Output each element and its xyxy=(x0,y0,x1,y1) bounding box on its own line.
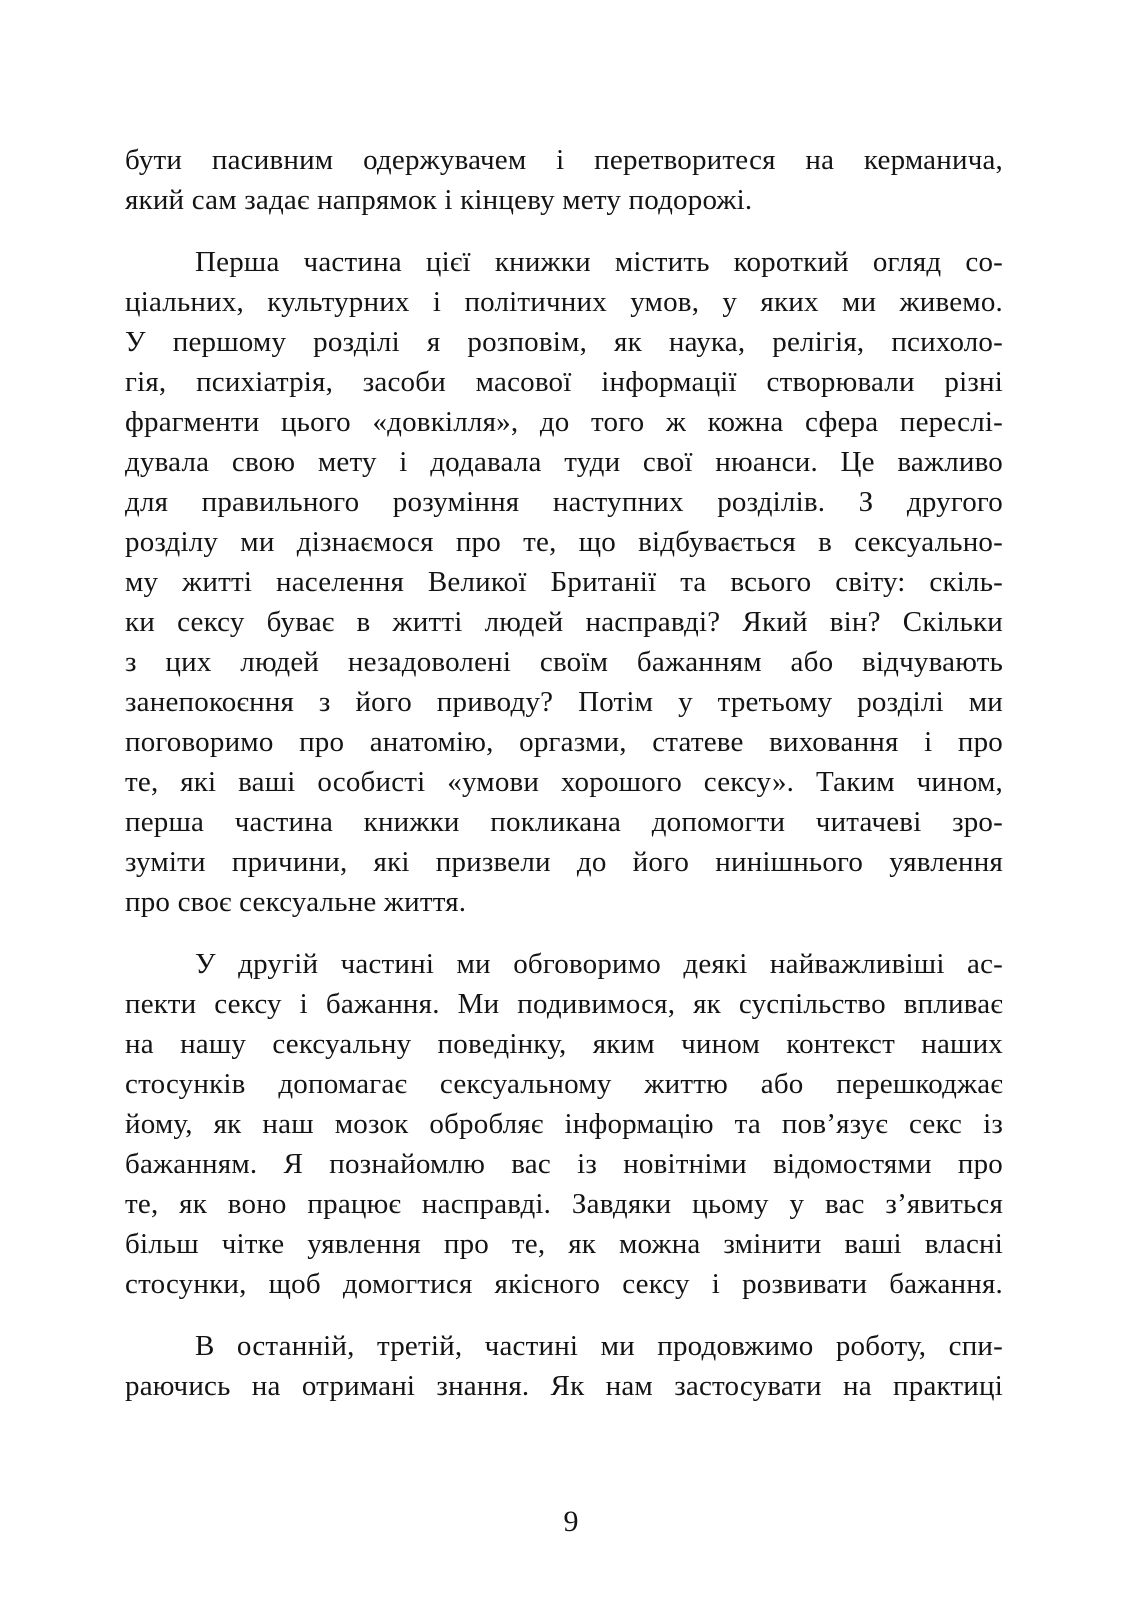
text-line: фрагменти цього «довкілля», до того ж кожна сфера переслі- xyxy=(125,406,1003,438)
text-line: розділу ми дізнаємося про те, що відбувається в сексуально- xyxy=(125,526,1003,558)
page-number: 9 xyxy=(563,1505,579,1538)
text-line: бути пасивним одержувачем і перетворитеся на керманича, xyxy=(125,144,1003,176)
text-line: стосунків допомагає сексуальному життю або перешкоджає xyxy=(125,1068,1003,1100)
text-line: ціальних, культурних і політичних умов, у яких ми живемо. xyxy=(125,286,1003,318)
text-line: перша частина книжки покликана допомогти читачеві зро- xyxy=(125,806,1003,838)
paragraph xyxy=(125,944,1003,1304)
text-line: який сам задає напрямок і кінцеву мету подорожі. xyxy=(125,184,753,216)
page-text xyxy=(125,140,1003,1406)
text-line: му житті населення Великої Британії та всього світу: скіль- xyxy=(125,566,1003,598)
text-line: поговоримо про анатомію, оргазми, статеве виховання і про xyxy=(125,726,1003,758)
text-line: для правильного розуміння наступних розділів. З другого xyxy=(125,486,1003,518)
text-line: гія, психіатрія, засоби масової інформації створювали різні xyxy=(125,366,1003,398)
text-line: на нашу сексуальну поведінку, яким чином контекст наших xyxy=(125,1028,1003,1060)
text-line: пекти сексу і бажання. Ми подивимося, як суспільство впливає xyxy=(125,988,1003,1020)
text-line: ки сексу буває в житті людей насправді? Який він? Скільки xyxy=(125,606,1003,638)
text-line: Перша частина цієї книжки містить короткий огляд со- xyxy=(195,246,1003,278)
paragraph xyxy=(125,1326,1003,1406)
paragraph xyxy=(125,140,1003,220)
text-line: з цих людей незадоволені своїм бажанням або відчувають xyxy=(125,646,1003,678)
text-line: бажанням. Я познайомлю вас із новітніми відомостями про xyxy=(125,1148,1003,1180)
text-line: В останній, третій, частині ми продовжимо роботу, спи- xyxy=(195,1330,1003,1362)
text-line: те, як воно працює насправді. Завдяки цьому у вас з’явиться xyxy=(125,1188,1003,1220)
text-line: більш чітке уявлення про те, як можна змінити ваші власні xyxy=(125,1228,1003,1260)
text-line: те, які ваші особисті «умови хорошого сексу». Таким чином, xyxy=(125,766,1003,798)
text-line: занепокоєння з його приводу? Потім у третьому розділі ми xyxy=(125,686,1003,718)
text-line: дувала свою мету і додавала туди свої нюанси. Це важливо xyxy=(125,446,1003,478)
text-line: раючись на отримані знання. Як нам застосувати на практиці xyxy=(125,1370,1003,1402)
text-line: про своє сексуальне життя. xyxy=(125,886,467,918)
text-line: стосунки, щоб домогтися якісного сексу і розвивати бажання. xyxy=(125,1268,1003,1300)
text-line: У другій частині ми обговоримо деякі найважливіші ас- xyxy=(195,948,1003,980)
paragraph xyxy=(125,242,1003,922)
text-line: йому, як наш мозок обробляє інформацію та пов’язує секс із xyxy=(125,1108,1003,1140)
text-line: зуміти причини, які призвели до його нинішнього уявлення xyxy=(125,846,1003,878)
text-line: У першому розділі я розповім, як наука, релігія, психоло- xyxy=(125,326,1003,358)
